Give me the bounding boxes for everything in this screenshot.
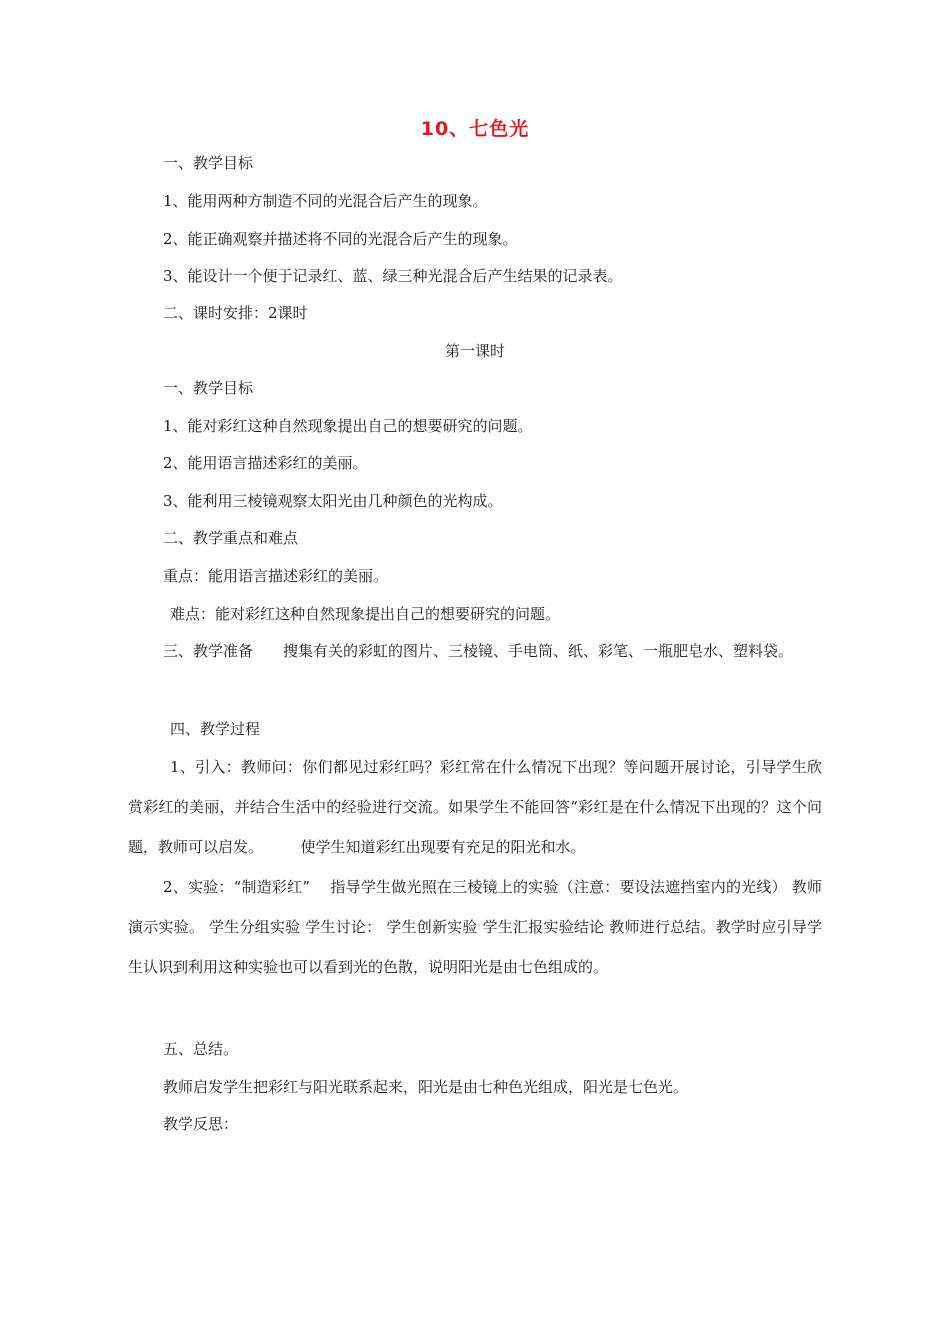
lesson-heading: 第一课时 bbox=[444, 342, 505, 360]
schedule-line: 二、课时安排：2课时 bbox=[163, 304, 308, 322]
summary-text: 教师启发学生把彩红与阳光联系起来，阳光是由七种色光组成，阳光是七色光。 bbox=[163, 1078, 689, 1096]
lesson-objective-item: 1、能对彩红这种自然现象提出自己的想要研究的问题。 bbox=[163, 417, 533, 435]
process-step: 1、引入：教师问：你们都见过彩红吗？彩红常在什么情况下出现？等问题开展讨论，引导学生欣赏彩红的美丽，并结合生活中的经验进行交流。如果学生不能回答“彩红是在什么情况下出现的？这个问题，教师可以启发。 使学生知道彩红出现要有充足的阳光和水。 bbox=[128, 758, 822, 856]
document-title: 10、七色光 bbox=[420, 118, 530, 140]
lesson-objective-item: 3、能利用三棱镜观察太阳光由几种颜色的光构成。 bbox=[163, 492, 503, 510]
process-heading: 四、教学过程 bbox=[170, 720, 261, 738]
lesson-objectives-heading: 一、教学目标 bbox=[163, 379, 254, 397]
key-point: 重点：能用语言描述彩红的美丽。 bbox=[163, 567, 389, 585]
summary-heading: 五、总结。 bbox=[163, 1040, 239, 1058]
difficult-point: 难点：能对彩红这种自然现象提出自己的想要研究的问题。 bbox=[170, 605, 561, 623]
key-points-heading: 二、教学重点和难点 bbox=[163, 529, 299, 547]
objective-item: 3、能设计一个便于记录红、蓝、绿三种光混合后产生结果的记录表。 bbox=[163, 267, 623, 285]
objective-item: 2、能正确观察并描述将不同的光混合后产生的现象。 bbox=[163, 230, 518, 248]
process-step: 2、实验：“制造彩红” 指导学生做光照在三棱镜上的实验（注意：要设法遮挡室内的光线） 教师演示实验。 学生分组实验 学生讨论： 学生创新实验 学生汇报实验结论 教师进行总结。教学时应引导学生认识到利用这种实验也可以看到光的色散，说明阳光是由七色组成的。 bbox=[128, 878, 822, 976]
reflection-label: 教学反思： bbox=[163, 1115, 239, 1133]
objective-item: 1、能用两种方制造不同的光混合后产生的现象。 bbox=[163, 192, 488, 210]
preparation-paragraph: 三、教学准备 搜集有关的彩虹的图片、三棱镜、手电筒、纸、彩笔、一瓶肥皂水、塑料袋。 bbox=[163, 642, 794, 660]
objectives-heading: 一、教学目标 bbox=[163, 154, 254, 172]
lesson-objective-item: 2、能用语言描述彩红的美丽。 bbox=[163, 454, 368, 472]
